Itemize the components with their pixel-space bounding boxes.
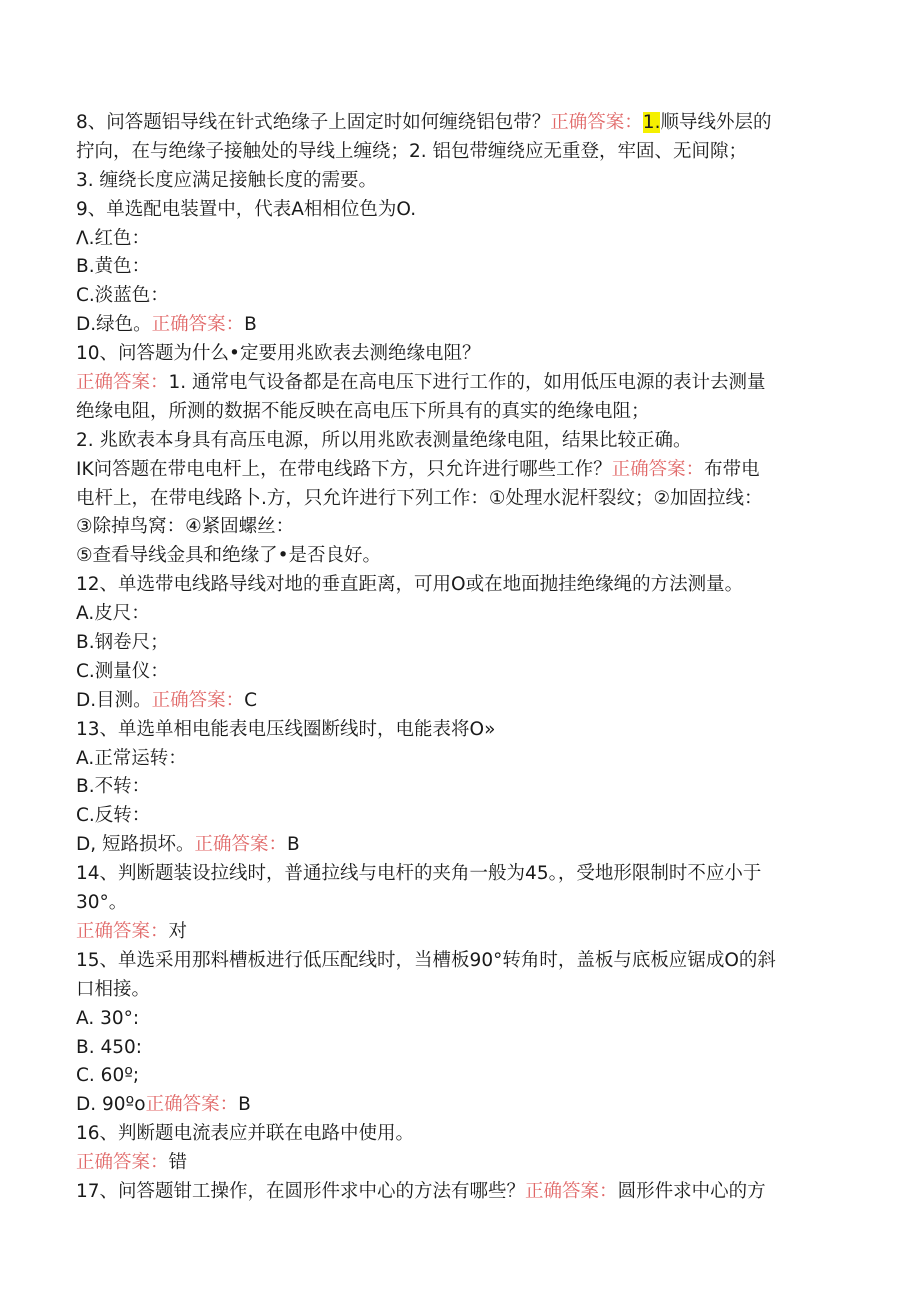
text-line (76, 398, 828, 427)
text-line (76, 1149, 828, 1178)
text-line (76, 716, 828, 745)
text-segment: 1. 通常电气设备都是在高电压下进行工作的，如用低压电源的表计去测量 (168, 372, 766, 394)
text-segment: 17、问答题钳工操作，在圆形件求中心的方法有哪些？ (76, 1180, 526, 1202)
answer-label: 正确答案： (76, 1152, 169, 1174)
text-line (76, 600, 828, 629)
text-line (76, 485, 828, 514)
text-segment: 2. 兆欧表本身具有高压电源，所以用兆欧表测量绝缘电阻，结果比较正确。 (76, 429, 692, 451)
text-segment: Λ.红色： (76, 227, 151, 249)
answer-label: 正确答案： (151, 314, 245, 336)
text-segment: 顺导线外层的 (660, 112, 772, 133)
text-segment: B.黄色： (76, 256, 151, 278)
text-segment: 13、单选单相电能表电压线圈断线时，电能表将O» (76, 718, 496, 740)
text-segment: 15、单选采用那料槽板进行低压配线时，当槽板90°转角时，盖板与底板应锯成O的斜 (76, 949, 776, 971)
answer-label: 正确答案： (525, 1180, 618, 1202)
text-line (76, 282, 828, 311)
text-segment: 绝缘电阻，所测的数据不能反映在高电压下所具有的真实的绝缘电阻； (76, 400, 650, 422)
text-segment: 电杆上，在带电线路卜.方，只允许进行下列工作：①处理水泥杆裂纹；②加固拉线： (76, 487, 763, 509)
text-line (76, 1178, 828, 1207)
text-line (76, 571, 828, 600)
text-segment: IK问答题在带电电杆上，在带电线路下方，只允许进行哪些工作？ (76, 458, 612, 480)
text-segment: 拧向，在与绝缘子接触处的导线上缠绕；2. 铝包带缠绕应无重登，牢固、无间隙； (76, 140, 748, 162)
text-line (76, 1062, 828, 1091)
answer-label: 正确答案： (151, 689, 245, 711)
text-segment: B (238, 1094, 251, 1116)
text-segment: 对 (168, 920, 188, 942)
answer-label: 正确答案： (550, 112, 643, 133)
text-line (76, 225, 828, 254)
text-segment: B. 450: (76, 1036, 142, 1058)
text-segment: A.皮尺： (76, 603, 150, 625)
text-segment: C.反转： (76, 805, 151, 827)
text-line (76, 745, 828, 774)
text-line (76, 1005, 828, 1034)
text-line (76, 629, 828, 658)
text-segment: 30°。 (76, 892, 128, 914)
text-line (76, 167, 828, 196)
text-segment: C. 60º; (76, 1065, 140, 1087)
text-line (76, 918, 828, 947)
text-segment: 错 (168, 1152, 188, 1174)
text-line (76, 513, 828, 542)
answer-label: 正确答案： (145, 1094, 239, 1116)
answer-label: 正确答案： (194, 834, 288, 856)
highlighted-text: 1. (642, 112, 661, 133)
answer-label: 正确答案： (76, 920, 169, 942)
text-line (76, 138, 828, 167)
text-segment: 口相接。 (76, 978, 151, 1000)
text-line (76, 1091, 828, 1120)
text-segment: 12、单选带电线路导线对地的垂直距离，可用O或在地面抛挂绝缘绳的方法测量。 (76, 574, 744, 596)
text-segment: D, 短路损坏。 (76, 834, 195, 856)
text-segment: C.测量仪： (76, 660, 169, 682)
text-segment: ③除掉鸟窝：④紧固螺丝： (76, 516, 295, 538)
text-line (76, 947, 828, 976)
text-segment: 圆形件求中心的方 (617, 1180, 766, 1202)
text-line (76, 1034, 828, 1063)
text-segment: 16、判断题电流表应并联在电路中使用。 (76, 1123, 415, 1145)
text-segment: C (244, 689, 258, 711)
text-segment: 3. 缠绕长度应满足接触长度的需要。 (76, 169, 378, 191)
text-line (76, 311, 828, 340)
text-segment: 14、判断题装设拉线时，普通拉线与电杆的夹角一般为45。，受地形限制时不应小于 (76, 863, 762, 885)
text-line (76, 253, 828, 282)
text-segment: D. 90ºo (76, 1094, 146, 1116)
text-line (76, 196, 828, 225)
text-line (76, 773, 828, 802)
text-segment: B (287, 834, 300, 856)
answer-label: 正确答案： (76, 372, 169, 394)
text-line (76, 687, 828, 716)
text-line (76, 831, 828, 860)
text-segment: B (244, 314, 257, 336)
text-segment: B.不转： (76, 776, 151, 798)
text-segment: A.正常运转： (76, 747, 187, 769)
text-line (76, 456, 828, 485)
text-segment: D.绿色。 (76, 314, 152, 336)
text-line (76, 427, 828, 456)
text-segment: D.目测。 (76, 689, 152, 711)
text-line (76, 658, 828, 687)
text-line (76, 976, 828, 1005)
text-line (76, 542, 828, 571)
text-segment: 布带电 (704, 458, 760, 480)
text-line (76, 889, 828, 918)
text-line (76, 860, 828, 889)
text-segment: C.淡蓝色： (76, 285, 169, 307)
text-line (76, 340, 828, 369)
text-segment: 9、单选配电装置中，代表A相相位色为O. (76, 198, 417, 220)
text-segment: 10、问答题为什么•定要用兆欧表去测绝缘电阻？ (76, 343, 481, 365)
text-segment: B.钢卷尺； (76, 632, 169, 654)
answer-label: 正确答案： (611, 458, 705, 480)
text-line (76, 1120, 828, 1149)
text-segment: ⑤查看导线金具和绝缘了•是否良好。 (76, 545, 381, 567)
text-line (76, 369, 828, 398)
text-segment: 8、问答题铝导线在针式绝缘子上固定时如何缠绕铝包带？ (76, 112, 551, 133)
text-segment: A. 30°: (76, 1007, 140, 1029)
question-text-block (76, 109, 828, 1207)
text-line (76, 109, 828, 138)
text-line (76, 802, 828, 831)
